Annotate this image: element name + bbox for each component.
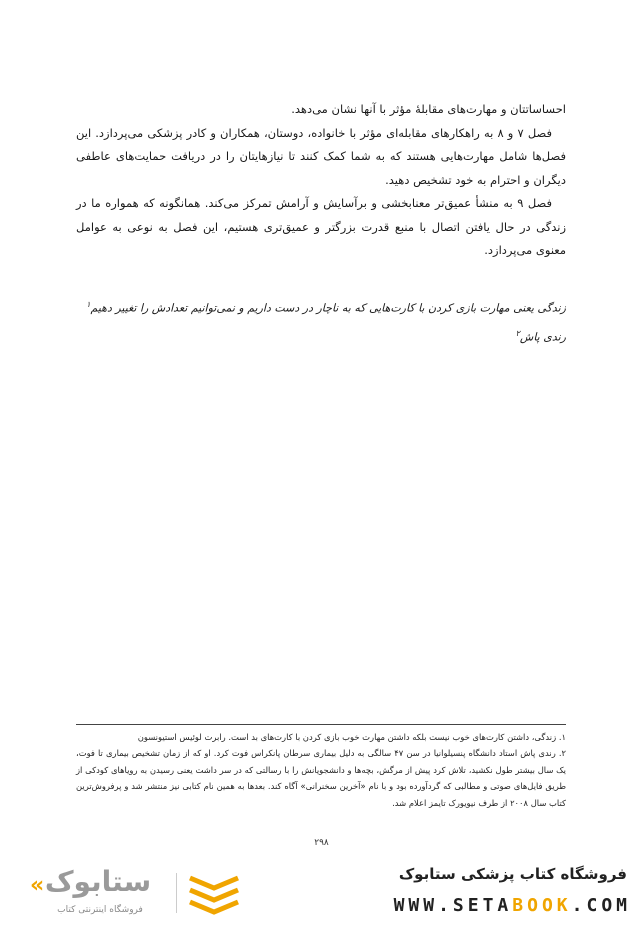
shop-name: فروشگاه کتاب پزشکی ستابوک [398,865,627,883]
page-number: ۲۹۸ [314,838,329,848]
footnote-marker-1: ۱ [86,300,91,309]
logo-divider [176,873,177,913]
quote-line: زندگی یعنی مهارت بازی کردن با کارت‌هایی که به ناچار در دست داریم و نمی‌توانیم تعدادش را تغییر دهیم$^۱$ [86,300,566,315]
stacked-chevrons-logo-icon [186,872,242,918]
paragraph-1: احساساتتان و مهارت‌های مقابلهٔ مؤثر با آنها نشان می‌دهد. [291,102,566,116]
footnotes [76,729,566,811]
paragraph-2: فصل ۷ و ۸ به راهکارهای مقابله‌ای مؤثر با خانواده، دوستان، همکاران و کادر پزشکی می‌پردازد. این فصل‌ها شامل مهارت‌هایی هستند که به شما کمک کنند تا نیازهایتان را در دریافت حمایت‌های عاطفی دیگران و احترام به خود تشخیص دهید. [76,125,566,187]
body-text [76,98,566,263]
logo-wordmark: ستابوک [44,865,152,898]
footnote-1: ۱. زندگی، داشتن کارت‌های خوب نیست بلکه داشتن مهارت خوب بازی کردن با کارت‌های بد است. رابرت لوئیس استیونسون [137,732,566,742]
footnote-divider [76,724,566,725]
quote-author-line: رندی پاش$^۲$ [515,328,566,344]
paragraph-3: فصل ۹ به منشأ عمیق‌تر معنابخشی و برآسایش و آرامش تمرکز می‌کند. همانگونه که همواره ما در زندگی در حال یافتن اتصال با منبع قدرت بزرگتر و عمیق‌تری هستیم، این فصل به نوعی به عوامل معنوی می‌پردازد. [76,196,566,257]
store-banner [0,855,643,926]
footnote-2: ۲. رندی پاش استاد دانشگاه پنسیلوانیا در سن ۴۷ سالگی به دلیل بیماری سرطان پانکراس فوت کرد. او که از زمان تشخیص بیماری تا فوت، یک سال بیشتر طول نکشید، تلاش کرد پیش از مرگش، بچه‌ها و دانشجویانش را با رسالتی که در سر داشت یعنی رسیدن به رویاهای کودکی از طریق فایل‌های صوتی و مطالبی که گردآورده بود و با نام «آخرین سخنرانی» آگاه کند. بعدها به همین نام کتابی نیز منتشر شد و پرفروش‌ترین کتاب سال ۲۰۰۸ از طرف نیویورک تایمز اعلام شد. [76,748,567,808]
shop-url[interactable]: WWW.SETABOOK.COM [393,895,631,916]
footnote-marker-2: ۲ [515,328,520,338]
logo-tagline: فروشگاه اینترنتی کتاب [57,905,143,915]
double-chevron-icon: « [30,873,45,898]
epigraph-quote [76,292,566,349]
